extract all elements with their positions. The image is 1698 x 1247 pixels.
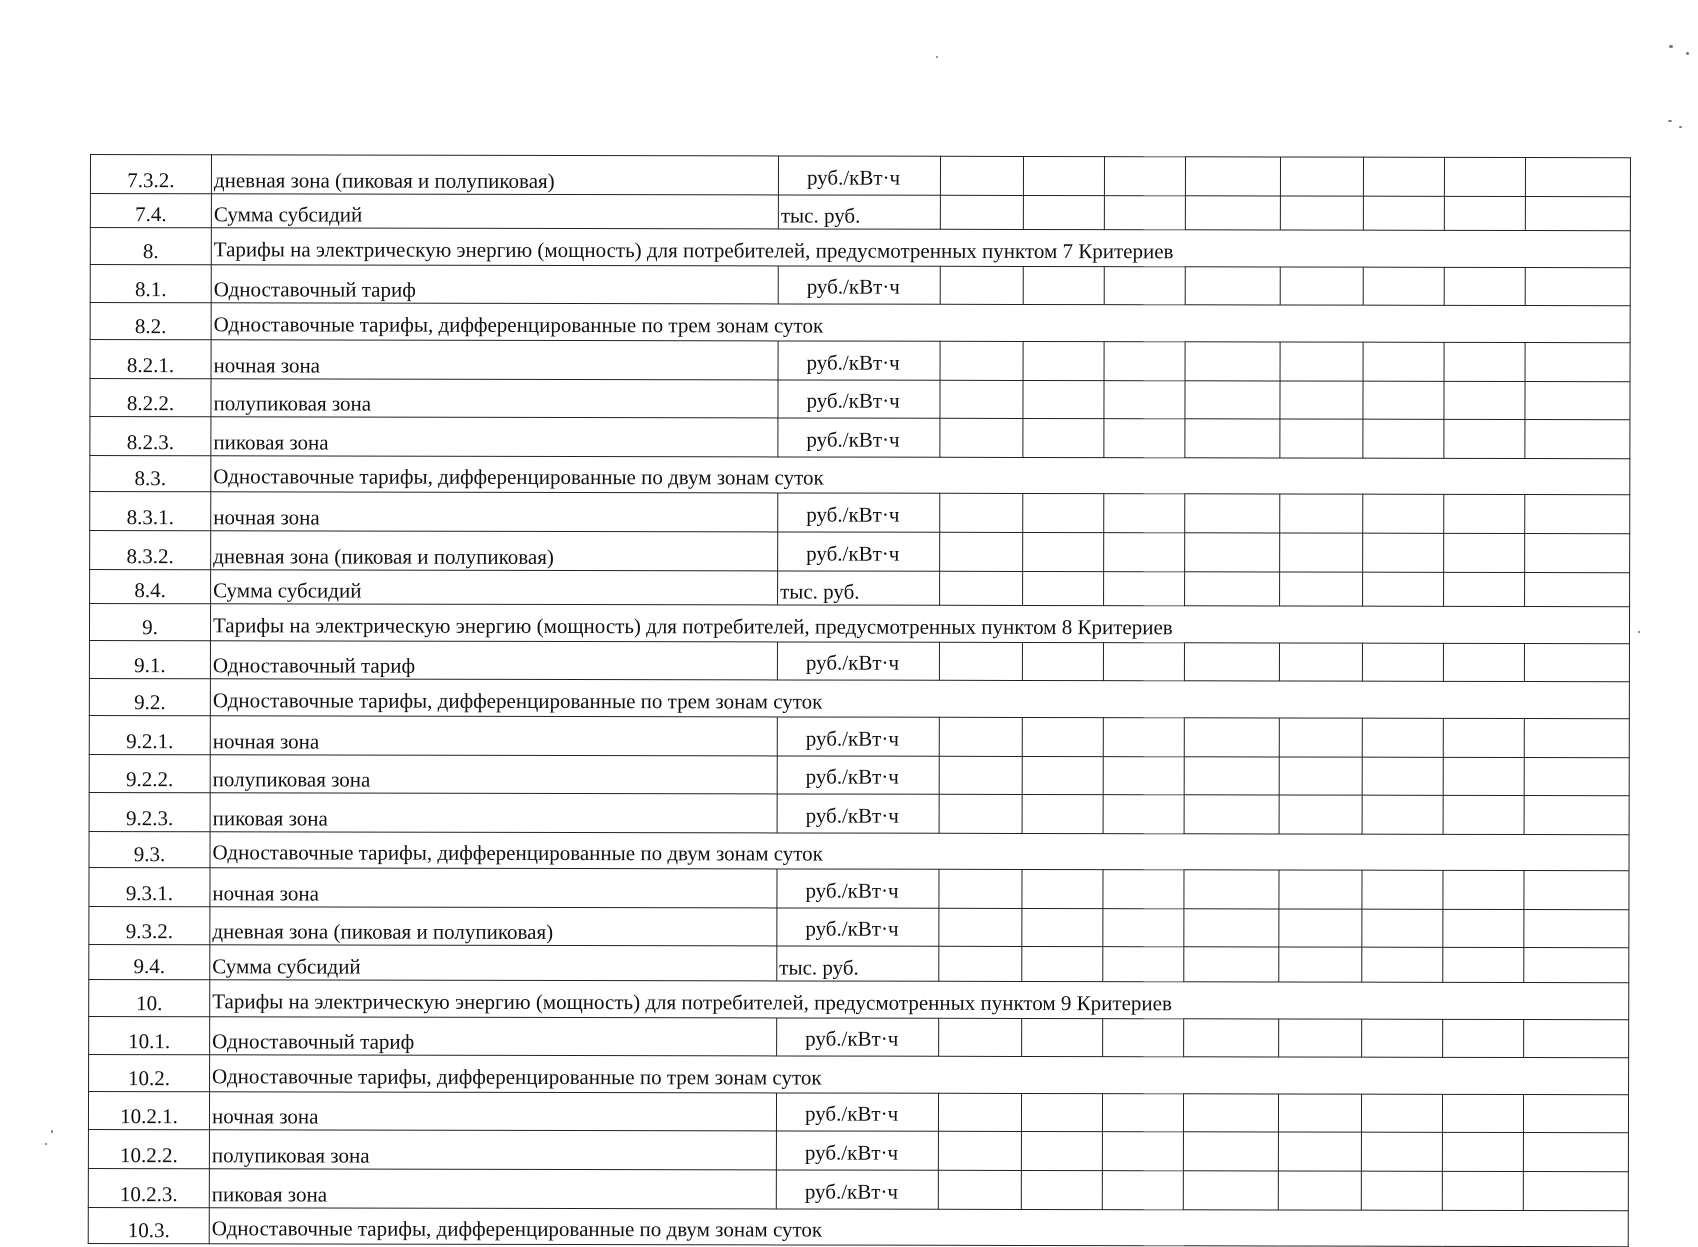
value-cell — [1022, 947, 1103, 982]
section-heading-cell: Тарифы на электрическую энергию (мощность) для потребителей, предусмотренных пунктом 7 Критериев — [211, 228, 1630, 268]
table-row — [89, 868, 1629, 910]
value-cell — [1443, 909, 1524, 948]
item-name-cell: дневная зона (пиковая и полупиковая) — [210, 907, 777, 947]
row-number-cell: 7.3.2. — [90, 155, 211, 194]
row-number-cell: 8.3. — [90, 455, 211, 492]
scan-speck — [936, 56, 938, 58]
value-cell — [940, 266, 1023, 305]
section-heading-cell: Одноставочные тарифы, дифференцированные по двум зонам суток — [210, 831, 1629, 871]
section-heading-cell: Одноставочные тарифы, дифференцированные по трем зонам суток — [211, 303, 1630, 343]
item-name-cell: ночная зона — [211, 492, 778, 532]
value-cell — [939, 756, 1022, 795]
row-number-cell: 10.2.3. — [88, 1169, 209, 1208]
unit-cell: руб./кВт·ч — [777, 1018, 939, 1057]
value-cell — [1443, 757, 1524, 796]
value-cell — [1524, 757, 1629, 796]
value-cell — [1362, 909, 1443, 948]
value-cell — [1363, 342, 1444, 381]
scan-speck — [1679, 126, 1682, 128]
unit-cell: руб./кВт·ч — [777, 717, 939, 756]
value-cell — [939, 870, 1022, 909]
value-cell — [1103, 947, 1184, 982]
row-number-cell: 9.2.2. — [89, 754, 210, 793]
value-cell — [1279, 909, 1362, 948]
unit-cell: руб./кВт·ч — [777, 755, 939, 794]
value-cell — [1443, 718, 1524, 757]
value-cell — [1525, 533, 1630, 572]
value-cell — [1524, 909, 1629, 948]
value-cell — [1525, 420, 1630, 459]
item-name-cell: ночная зона — [211, 340, 778, 380]
section-heading-cell: Одноставочные тарифы, дифференцированные по двум зонам суток — [211, 456, 1630, 496]
value-cell — [938, 1132, 1021, 1171]
value-cell — [1023, 532, 1104, 571]
scan-speck — [51, 1130, 53, 1133]
value-cell — [1104, 494, 1185, 533]
value-cell — [939, 642, 1022, 681]
value-cell — [1362, 643, 1443, 682]
section-heading-row — [90, 303, 1630, 343]
item-name-cell: дневная зона (пиковая и полупиковая) — [211, 531, 778, 571]
section-heading-row — [89, 604, 1629, 644]
value-cell — [938, 1170, 1021, 1209]
value-cell — [940, 195, 1023, 230]
value-cell — [1444, 157, 1525, 196]
value-cell — [1184, 795, 1279, 834]
row-number-cell: 9.2.3. — [89, 793, 210, 832]
table-row — [89, 945, 1629, 983]
value-cell — [1362, 718, 1443, 757]
value-cell — [1279, 718, 1362, 757]
value-cell — [1442, 1133, 1523, 1172]
value-cell — [1021, 1132, 1102, 1171]
value-cell — [1443, 871, 1524, 910]
value-cell — [939, 1018, 1022, 1057]
value-cell — [1363, 495, 1444, 534]
unit-cell: тыс. руб. — [777, 946, 939, 981]
value-cell — [1279, 643, 1362, 682]
item-name-cell: полупиковая зона — [209, 1130, 776, 1170]
value-cell — [1102, 1171, 1183, 1210]
value-cell — [1444, 267, 1525, 306]
value-cell — [1023, 419, 1104, 458]
value-cell — [1104, 157, 1185, 196]
value-cell — [1103, 718, 1184, 757]
value-cell — [1524, 643, 1629, 682]
value-cell — [1184, 756, 1279, 795]
row-number-cell: 8.2.1. — [90, 339, 211, 378]
row-number-cell: 8.2.3. — [90, 417, 211, 456]
value-cell — [1444, 533, 1525, 572]
value-cell — [1104, 533, 1185, 572]
value-cell — [1524, 796, 1629, 835]
value-cell — [1279, 947, 1362, 982]
item-name-cell: ночная зона — [210, 716, 777, 756]
row-number-cell: 8.2.2. — [90, 378, 211, 417]
table-row — [88, 1169, 1628, 1211]
value-cell — [1023, 494, 1104, 533]
value-cell — [1361, 1094, 1442, 1133]
value-cell — [1022, 1018, 1103, 1057]
item-name-cell: пиковая зона — [211, 417, 778, 457]
row-number-cell: 8.3.2. — [90, 530, 211, 569]
value-cell — [940, 380, 1023, 419]
section-heading-cell: Одноставочные тарифы, дифференцированные по трем зонам суток — [210, 1055, 1629, 1095]
item-name-cell: Сумма субсидий — [211, 193, 778, 229]
value-cell — [1524, 871, 1629, 910]
table-row — [89, 906, 1629, 948]
table-row — [90, 569, 1630, 607]
section-heading-row — [88, 1207, 1628, 1247]
scan-speck — [1686, 52, 1689, 55]
value-cell — [1278, 1094, 1361, 1133]
row-number-cell: 8. — [90, 228, 211, 265]
unit-cell: руб./кВт·ч — [778, 156, 940, 195]
value-cell — [1185, 267, 1280, 306]
value-cell — [1443, 1019, 1524, 1058]
unit-cell: руб./кВт·ч — [778, 493, 940, 532]
unit-cell: руб./кВт·ч — [777, 869, 939, 908]
row-number-cell: 8.4. — [90, 569, 211, 604]
item-name-cell: Сумма субсидий — [211, 569, 778, 605]
value-cell — [940, 532, 1023, 571]
unit-cell: руб./кВт·ч — [777, 642, 939, 681]
value-cell — [940, 571, 1023, 606]
unit-cell: руб./кВт·ч — [778, 380, 940, 419]
row-number-cell: 9.4. — [89, 945, 210, 980]
value-cell — [1021, 1170, 1102, 1209]
row-number-cell: 10.3. — [88, 1207, 209, 1244]
value-cell — [1280, 157, 1363, 196]
row-number-cell: 10.2. — [89, 1055, 210, 1092]
scan-speck — [1638, 631, 1640, 633]
scan-speck — [45, 1143, 47, 1145]
value-cell — [1523, 1094, 1628, 1133]
value-cell — [1363, 533, 1444, 572]
section-heading-row — [89, 679, 1629, 719]
table-row — [90, 339, 1630, 381]
value-cell — [1021, 1093, 1102, 1132]
table-row — [88, 1130, 1628, 1172]
value-cell — [1185, 533, 1280, 572]
value-cell — [1103, 1018, 1184, 1057]
value-cell — [1361, 1171, 1442, 1210]
item-name-cell: Сумма субсидий — [210, 945, 777, 981]
value-cell — [1363, 196, 1444, 231]
table-row — [90, 193, 1630, 231]
row-number-cell: 9.2.1. — [89, 715, 210, 754]
value-cell — [1023, 341, 1104, 380]
section-heading-row — [89, 831, 1629, 871]
value-cell — [1184, 947, 1279, 982]
value-cell — [1185, 571, 1280, 606]
row-number-cell: 9.2. — [89, 679, 210, 716]
value-cell — [1183, 1132, 1278, 1171]
section-heading-row — [90, 228, 1630, 268]
row-number-cell: 9.3.2. — [89, 906, 210, 945]
value-cell — [1442, 1171, 1523, 1210]
value-cell — [940, 156, 1023, 195]
value-cell — [1280, 494, 1363, 533]
value-cell — [1525, 495, 1630, 534]
table-row — [89, 754, 1629, 796]
tariff-table — [88, 154, 1631, 1247]
item-name-cell: Одноставочный тариф — [210, 1016, 777, 1056]
value-cell — [1023, 266, 1104, 305]
value-cell — [1103, 795, 1184, 834]
section-heading-cell: Тарифы на электрическую энергию (мощность) для потребителей, предусмотренных пунктом 8 Критериев — [210, 604, 1629, 644]
table-row — [90, 417, 1630, 459]
table-row — [90, 378, 1630, 420]
value-cell — [1103, 870, 1184, 909]
value-cell — [1279, 870, 1362, 909]
unit-cell: руб./кВт·ч — [778, 341, 940, 380]
value-cell — [1362, 1019, 1443, 1058]
item-name-cell: полупиковая зона — [211, 378, 778, 418]
value-cell — [1525, 267, 1630, 306]
value-cell — [1185, 195, 1280, 230]
value-cell — [1361, 1133, 1442, 1172]
value-cell — [1184, 718, 1279, 757]
unit-cell: руб./кВт·ч — [778, 418, 940, 457]
value-cell — [1363, 572, 1444, 607]
value-cell — [1280, 196, 1363, 231]
value-cell — [1444, 381, 1525, 420]
value-cell — [940, 341, 1023, 380]
table-row — [89, 640, 1629, 682]
table-row — [90, 155, 1630, 197]
row-number-cell: 7.4. — [90, 193, 211, 228]
item-name-cell: пиковая зона — [210, 793, 777, 833]
table-row — [90, 264, 1630, 306]
value-cell — [1525, 572, 1630, 607]
value-cell — [1279, 1019, 1362, 1058]
unit-cell: руб./кВт·ч — [778, 266, 940, 305]
value-cell — [1363, 267, 1444, 306]
value-cell — [1102, 1093, 1183, 1132]
value-cell — [1523, 1172, 1628, 1211]
section-heading-row — [89, 1055, 1629, 1095]
value-cell — [1363, 381, 1444, 420]
row-number-cell: 10. — [89, 980, 210, 1017]
value-cell — [939, 947, 1022, 982]
value-cell — [1525, 196, 1630, 231]
row-number-cell: 10.1. — [89, 1016, 210, 1055]
row-number-cell: 9.3.1. — [89, 868, 210, 907]
value-cell — [1023, 156, 1104, 195]
value-cell — [1362, 948, 1443, 983]
value-cell — [1443, 795, 1524, 834]
value-cell — [1022, 795, 1103, 834]
item-name-cell: Одноставочный тариф — [211, 265, 778, 305]
table-row — [90, 530, 1630, 572]
item-name-cell: ночная зона — [210, 868, 777, 908]
value-cell — [1525, 381, 1630, 420]
value-cell — [1523, 1133, 1628, 1172]
value-cell — [1362, 870, 1443, 909]
value-cell — [1104, 266, 1185, 305]
unit-cell: тыс. руб. — [778, 570, 940, 605]
row-number-cell: 8.1. — [90, 264, 211, 303]
value-cell — [1104, 195, 1185, 230]
value-cell — [1183, 1094, 1278, 1133]
value-cell — [1104, 380, 1185, 419]
value-cell — [939, 717, 1022, 756]
value-cell — [1280, 342, 1363, 381]
value-cell — [1023, 571, 1104, 606]
value-cell — [1184, 870, 1279, 909]
row-number-cell: 9. — [89, 604, 210, 641]
value-cell — [1443, 643, 1524, 682]
table-row — [89, 715, 1629, 757]
value-cell — [1022, 717, 1103, 756]
value-cell — [1022, 908, 1103, 947]
row-number-cell: 9.3. — [89, 831, 210, 868]
value-cell — [1185, 494, 1280, 533]
value-cell — [1278, 1132, 1361, 1171]
table-row — [88, 1091, 1628, 1133]
section-heading-row — [90, 455, 1630, 495]
table-row — [89, 1016, 1629, 1058]
value-cell — [1524, 948, 1629, 983]
value-cell — [1022, 756, 1103, 795]
row-number-cell: 8.2. — [90, 303, 211, 340]
unit-cell: руб./кВт·ч — [777, 794, 939, 833]
value-cell — [1185, 342, 1280, 381]
value-cell — [1103, 756, 1184, 795]
value-cell — [1022, 642, 1103, 681]
value-cell — [1278, 1171, 1361, 1210]
table-row — [89, 793, 1629, 835]
value-cell — [1185, 419, 1280, 458]
unit-cell: руб./кВт·ч — [776, 1131, 938, 1170]
value-cell — [1280, 572, 1363, 607]
unit-cell: руб./кВт·ч — [776, 1093, 938, 1132]
row-number-cell: 8.3.1. — [90, 492, 211, 531]
item-name-cell: полупиковая зона — [210, 754, 777, 794]
value-cell — [1444, 342, 1525, 381]
value-cell — [1183, 1171, 1278, 1210]
value-cell — [1524, 718, 1629, 757]
value-cell — [1023, 380, 1104, 419]
value-cell — [1525, 342, 1630, 381]
table-row — [90, 492, 1630, 534]
value-cell — [1442, 1094, 1523, 1133]
value-cell — [1362, 795, 1443, 834]
value-cell — [940, 418, 1023, 457]
value-cell — [1444, 419, 1525, 458]
value-cell — [1279, 756, 1362, 795]
value-cell — [1444, 495, 1525, 534]
value-cell — [1103, 908, 1184, 947]
section-heading-cell: Одноставочные тарифы, дифференцированные по двум зонам суток — [209, 1207, 1628, 1247]
value-cell — [1363, 419, 1444, 458]
value-cell — [1444, 572, 1525, 607]
item-name-cell: пиковая зона — [209, 1169, 776, 1209]
value-cell — [1280, 381, 1363, 420]
section-heading-cell: Одноставочные тарифы, дифференцированные по трем зонам суток — [210, 679, 1629, 719]
value-cell — [1102, 1132, 1183, 1171]
item-name-cell: Одноставочный тариф — [210, 640, 777, 680]
value-cell — [1023, 195, 1104, 230]
scan-speck — [1669, 45, 1673, 48]
section-heading-row — [89, 980, 1629, 1020]
value-cell — [1103, 642, 1184, 681]
unit-cell: руб./кВт·ч — [778, 532, 940, 571]
value-cell — [1280, 533, 1363, 572]
unit-cell: тыс. руб. — [778, 195, 940, 230]
value-cell — [1185, 380, 1280, 419]
value-cell — [1104, 342, 1185, 381]
row-number-cell: 10.2.1. — [88, 1091, 209, 1130]
value-cell — [1184, 643, 1279, 682]
value-cell — [1524, 1019, 1629, 1058]
value-cell — [1525, 158, 1630, 197]
value-cell — [1104, 571, 1185, 606]
value-cell — [1362, 757, 1443, 796]
value-cell — [939, 908, 1022, 947]
value-cell — [1363, 157, 1444, 196]
value-cell — [1104, 419, 1185, 458]
scan-speck — [1668, 120, 1672, 122]
value-cell — [1185, 157, 1280, 196]
section-heading-cell: Тарифы на электрическую энергию (мощность) для потребителей, предусмотренных пунктом 9 Критериев — [210, 980, 1629, 1020]
value-cell — [1184, 1018, 1279, 1057]
value-cell — [1280, 267, 1363, 306]
value-cell — [1444, 196, 1525, 231]
value-cell — [940, 494, 1023, 533]
value-cell — [1280, 419, 1363, 458]
table-body — [88, 155, 1630, 1247]
row-number-cell: 10.2.2. — [88, 1130, 209, 1169]
value-cell — [1279, 795, 1362, 834]
row-number-cell: 9.1. — [89, 640, 210, 679]
unit-cell: руб./кВт·ч — [777, 908, 939, 947]
unit-cell: руб./кВт·ч — [776, 1170, 938, 1209]
value-cell — [1443, 948, 1524, 983]
value-cell — [1184, 909, 1279, 948]
item-name-cell: дневная зона (пиковая и полупиковая) — [211, 155, 778, 195]
item-name-cell: ночная зона — [209, 1092, 776, 1132]
value-cell — [1022, 870, 1103, 909]
value-cell — [939, 794, 1022, 833]
value-cell — [938, 1093, 1021, 1132]
